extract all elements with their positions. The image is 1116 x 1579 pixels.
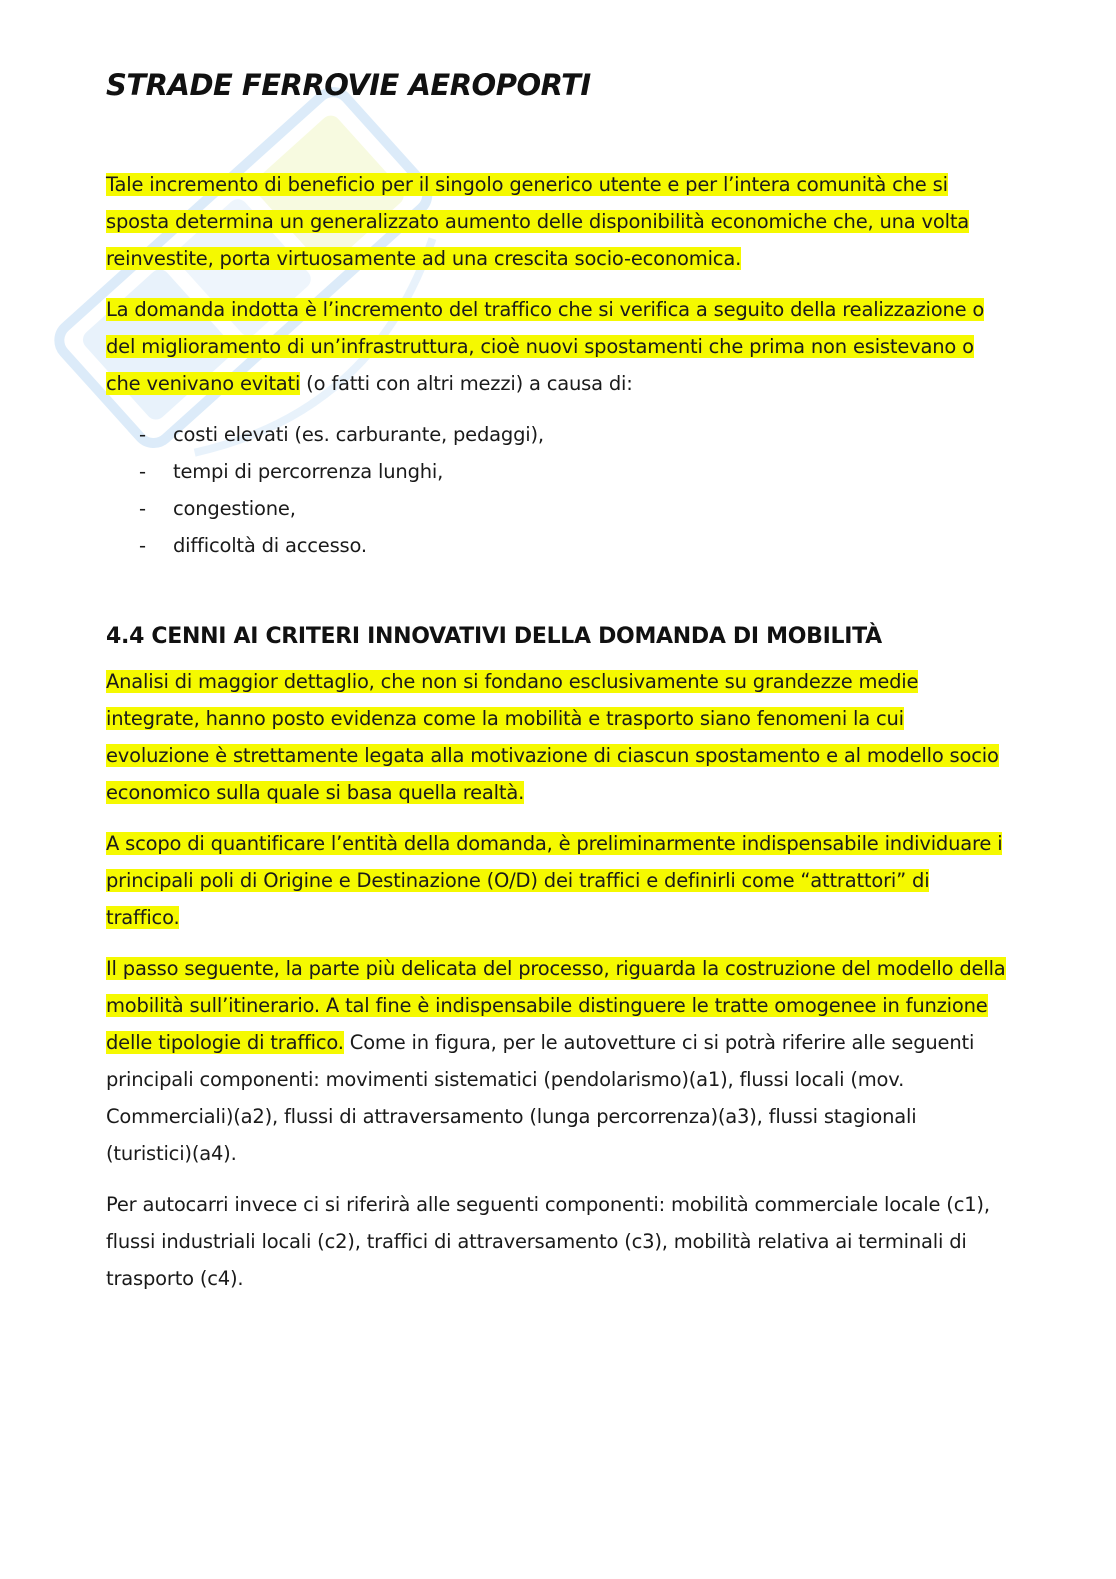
paragraph-induced-demand: [106, 291, 1006, 402]
section-spacer: [106, 564, 1006, 624]
paragraph-quantify-demand: [106, 825, 1006, 936]
highlighted-text: Analisi di maggior dettaglio, che non si fondano esclusivamente su grandezze medie integrate, hanno posto evidenza come la mobilità e trasporto siano fenomeni la cui evoluzione è strettamente legata alla motivazione di ciascun spostamento e al modello socio economico sulla quale si basa quella realtà.: [106, 670, 999, 804]
list-item: [106, 416, 1006, 453]
highlighted-text: A scopo di quantificare l’entità della domanda, è preliminarmente indispensabile individuare i principali poli di Origine e Destinazione (O/D) dei traffici e definirli come “attrattori” di traffico.: [106, 832, 1003, 929]
section-heading: 4.4 CENNI AI CRITERI INNOVATIVI DELLA DOMANDA DI MOBILITÀ: [106, 624, 882, 649]
causes-list: [106, 416, 1006, 564]
document-title: STRADE FERROVIE AEROPORTI: [106, 68, 591, 102]
paragraph-mobility-model: [106, 950, 1006, 1172]
highlighted-text: La domanda indotta è l’incremento del traffico che si verifica a seguito della realizzazione o del miglioramento di un’infrastruttura, cioè nuovi spostamenti che prima non esistevano o che venivano evitati: [106, 298, 985, 395]
plain-text: Come in figura, per le autovetture ci si potrà riferire alle seguenti principali componenti: movimenti sistematici (pendolarismo)(a1), flussi locali (mov. Commerciali)(a2), flussi di attraversamento (lunga percorrenza)(a3), flussi stagionali (turistici)(a4).: [106, 1031, 975, 1165]
highlighted-text: Tale incremento di beneficio per il singolo generico utente e per l’intera comunità che si sposta determina un generalizzato aumento delle disponibilità economiche che, una volta reinvestite, porta virtuosamente ad una crescita socio-economica.: [106, 173, 970, 270]
paragraph-analysis: [106, 663, 1006, 811]
list-item-text: tempi di percorrenza lunghi,: [173, 460, 444, 483]
list-item-text: costi elevati (es. carburante, pedaggi),: [173, 423, 544, 446]
highlighted-text: Il passo seguente, la parte più delicata del processo, riguarda la costruzione del modello della mobilità sull’itinerario. A tal fine è indispensabile distinguere le tratte omogenee in funzione delle tipologie di traffico.: [106, 957, 1006, 1054]
bullet-dash: -: [139, 497, 146, 520]
paragraph-trucks: [106, 1186, 1006, 1297]
document-content: [106, 68, 1006, 1311]
list-item-text: congestione,: [173, 497, 296, 520]
plain-text: Per autocarri invece ci si riferirà alle seguenti componenti: mobilità commerciale locale (c1), flussi industriali locali (c2), traffici di attraversamento (c3), mobilità relativa ai terminali di trasporto (c4).: [106, 1193, 990, 1290]
list-item: [106, 453, 1006, 490]
bullet-dash: -: [139, 423, 146, 446]
list-item: [106, 527, 1006, 564]
plain-text: (o fatti con altri mezzi) a causa di:: [300, 372, 633, 395]
list-item: [106, 490, 1006, 527]
list-item-text: difficoltà di accesso.: [173, 534, 367, 557]
paragraph-benefit: [106, 166, 1006, 277]
bullet-dash: -: [139, 460, 146, 483]
bullet-dash: -: [139, 534, 146, 557]
